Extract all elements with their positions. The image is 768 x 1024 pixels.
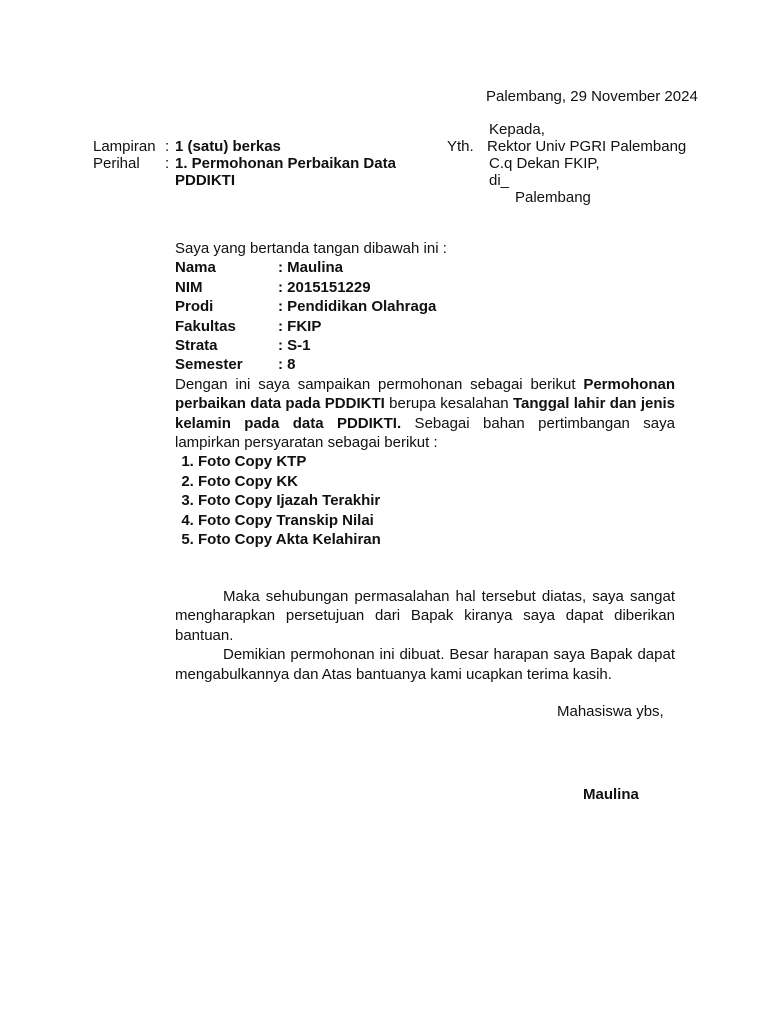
attachment-list	[175, 452, 675, 549]
recipient-city: Palembang	[515, 189, 591, 206]
request-paragraph	[175, 375, 675, 453]
identity-row	[175, 258, 675, 277]
identity-label: Semester	[175, 356, 243, 374]
intro-text: Saya yang bertanda tangan dibawah ini :	[175, 240, 447, 257]
identity-value: : 8	[278, 356, 296, 374]
identity-value: : S-1	[278, 336, 311, 354]
place-date: Palembang, 29 November 2024	[486, 88, 698, 105]
identity-block	[175, 258, 675, 374]
identity-row	[175, 297, 675, 316]
identity-row	[175, 278, 675, 297]
recipient-name: Rektor Univ PGRI Palembang	[487, 138, 687, 155]
recipient-yth: Yth.	[447, 138, 474, 155]
recipient-cq: C.q Dekan FKIP,	[489, 155, 600, 172]
identity-label: Strata	[175, 336, 218, 354]
lampiran-value: 1 (satu) berkas	[175, 138, 281, 155]
identity-label: Prodi	[175, 298, 214, 316]
identity-value: : Maulina	[278, 259, 344, 277]
attachment-item: 3. Foto Copy Ijazah Terakhir	[198, 491, 675, 510]
request-text-3: Sebagai bahan pertimbangan saya lampirkan persyaratan sebagai berikut :	[175, 414, 675, 451]
closing-paragraph-1: Maka sehubungan permasalahan hal tersebut diatas, saya sangat mengharapkan persetujuan dari Bapak kiranya saya dapat diberikan bantuan.	[175, 588, 675, 644]
perihal-colon: :	[165, 155, 170, 172]
identity-value: : 2015151229	[278, 278, 371, 296]
signature-name: Maulina	[583, 786, 639, 803]
recipient-di: di_	[489, 172, 510, 189]
attachment-item: 1. Foto Copy KTP	[198, 452, 675, 471]
request-text-1: Dengan ini saya sampaikan permohonan sebagai berikut	[175, 375, 584, 393]
recipient-kepada: Kepada,	[489, 121, 545, 138]
perihal-label: Perihal	[93, 155, 140, 172]
attachment-item: 4. Foto Copy Transkip Nilai	[198, 511, 675, 530]
identity-row	[175, 317, 675, 336]
perihal-value-line2: PDDIKTI	[175, 172, 235, 189]
identity-label: Fakultas	[175, 317, 236, 335]
identity-row	[175, 336, 675, 355]
attachment-item: 2. Foto Copy KK	[198, 472, 675, 491]
attachment-item: 5. Foto Copy Akta Kelahiran	[198, 530, 675, 549]
request-text-2: berupa kesalahan	[384, 395, 513, 413]
lampiran-colon: :	[165, 138, 170, 155]
identity-label: Nama	[175, 259, 216, 277]
identity-row	[175, 355, 675, 374]
identity-value: : FKIP	[278, 317, 322, 335]
signature-title: Mahasiswa ybs,	[557, 703, 664, 720]
closing-paragraph-2: Demikian permohonan ini dibuat. Besar harapan saya Bapak dapat mengabulkannya dan Atas bantuanya kami ucapkan terima kasih.	[175, 646, 675, 683]
lampiran-label: Lampiran	[93, 138, 156, 155]
identity-value: : Pendidikan Olahraga	[278, 298, 437, 316]
request-bold-1: Permohonan perbaikan data pada PDDIKTI	[175, 375, 675, 413]
closing-block	[175, 587, 675, 684]
perihal-value-line1: 1. Permohonan Perbaikan Data	[175, 155, 396, 172]
request-bold-2: Tanggal lahir dan jenis kelamin pada data PDDIKTI.	[175, 395, 676, 432]
letter-body	[175, 239, 675, 549]
identity-label: NIM	[175, 278, 203, 296]
